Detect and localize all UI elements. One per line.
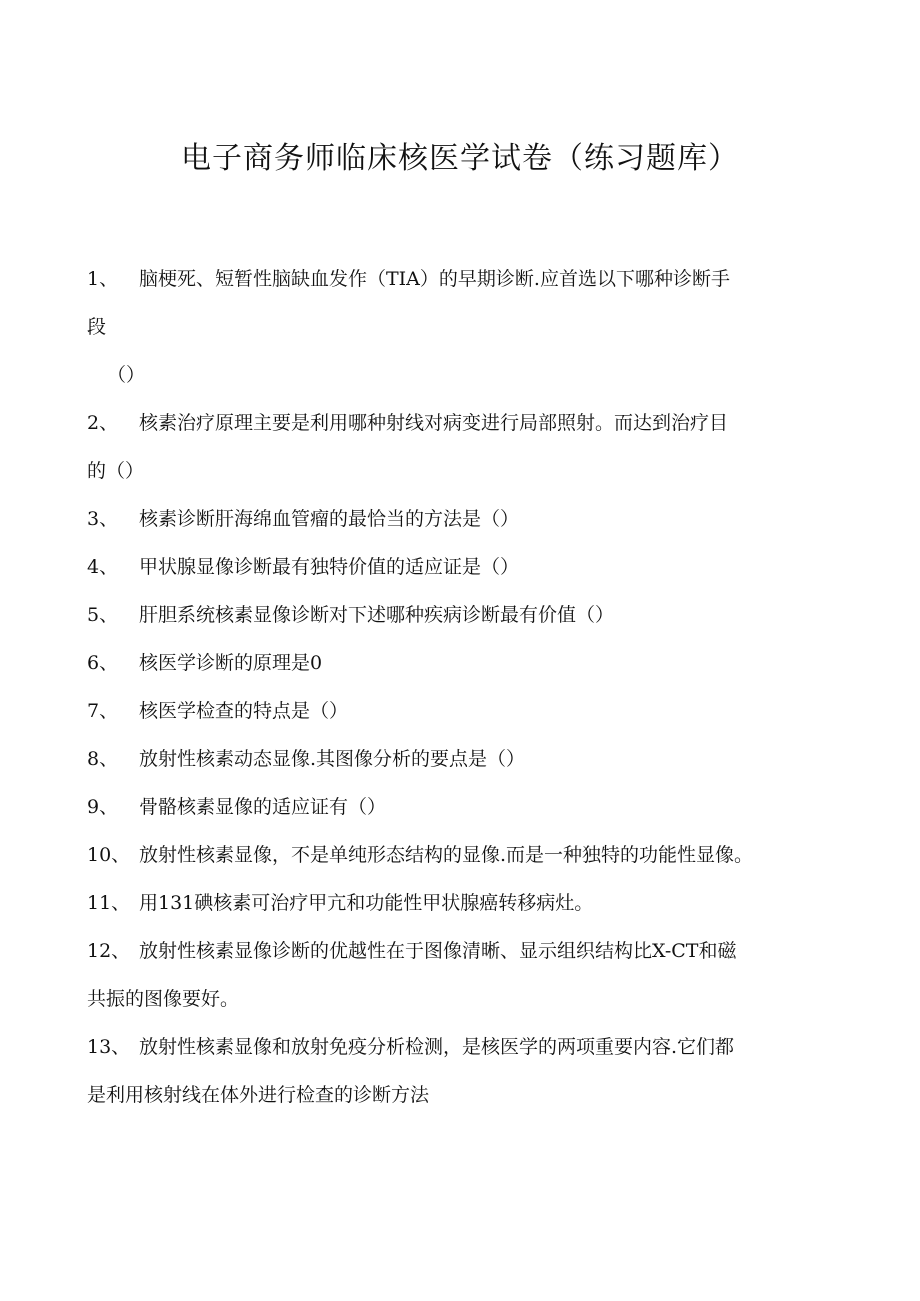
question-item: [87, 399, 847, 447]
question-text: 放射性核素动态显像.其图像分析的要点是（）: [139, 748, 526, 770]
question-number: 12、: [87, 940, 131, 962]
question-number: 8、: [87, 748, 119, 770]
question-text: 肝胆系统核素显像诊断对下述哪种疾病诊断最有价值（）: [139, 604, 615, 626]
question-answer-blank: （）: [107, 364, 146, 386]
question-text: 脑梗死、短暂性脑缺血发作（TIA）的早期诊断.应首选以下哪种诊断手: [139, 268, 730, 290]
question-item: [87, 927, 847, 975]
question-text: 放射性核素显像诊断的优越性在于图像清晰、显示组织结构比X-CT和磁: [139, 940, 737, 962]
question-item: [87, 255, 847, 303]
question-item: [87, 1023, 847, 1071]
question-number: 13、: [87, 1036, 131, 1058]
question-text-continued: 的（）: [87, 460, 145, 482]
question-number: 1、: [87, 268, 119, 290]
question-text: 核医学诊断的原理是0: [139, 652, 323, 674]
question-text-continued: 是利用核射线在体外进行检查的诊断方法: [87, 1084, 430, 1106]
question-number: 2、: [87, 412, 119, 434]
question-number: 5、: [87, 604, 119, 626]
question-number: 7、: [87, 700, 119, 722]
question-number: 11、: [87, 892, 131, 914]
question-text: 核医学检查的特点是（）: [139, 700, 349, 722]
question-number: 4、: [87, 556, 119, 578]
question-item: [87, 543, 847, 591]
question-number: 6、: [87, 652, 119, 674]
question-text: 放射性核素显像和放射免疫分析检测，是核医学的两项重要内容.它们都: [139, 1036, 735, 1058]
question-text: 骨骼核素显像的适应证有（）: [139, 796, 387, 818]
question-item: [87, 639, 847, 687]
question-item: [87, 735, 847, 783]
question-number: 9、: [87, 796, 119, 818]
question-item: [87, 495, 847, 543]
question-list: [87, 255, 847, 1119]
question-text: 核素治疗原理主要是利用哪种射线对病变进行局部照射。而达到治疗目: [139, 412, 729, 434]
question-item: [87, 831, 847, 879]
question-number: 10、: [87, 844, 131, 866]
question-number: 3、: [87, 508, 119, 530]
question-text-continued: 共振的图像要好。: [87, 988, 240, 1010]
question-item: [87, 783, 847, 831]
document-title: 电子商务师临床核医学试卷（练习题库）: [181, 141, 739, 176]
question-item: [87, 687, 847, 735]
question-item: [87, 879, 847, 927]
question-text: 核素诊断肝海绵血管瘤的最恰当的方法是（）: [139, 508, 520, 530]
question-text: 甲状腺显像诊断最有独特价值的适应证是（）: [139, 556, 520, 578]
question-text: 放射性核素显像，不是单纯形态结构的显像.而是一种独特的功能性显像。: [139, 844, 754, 866]
question-text: 用131碘核素可治疗甲亢和功能性甲状腺癌转移病灶。: [139, 892, 594, 914]
question-item: [87, 591, 847, 639]
question-text-continued: 段: [87, 316, 107, 338]
